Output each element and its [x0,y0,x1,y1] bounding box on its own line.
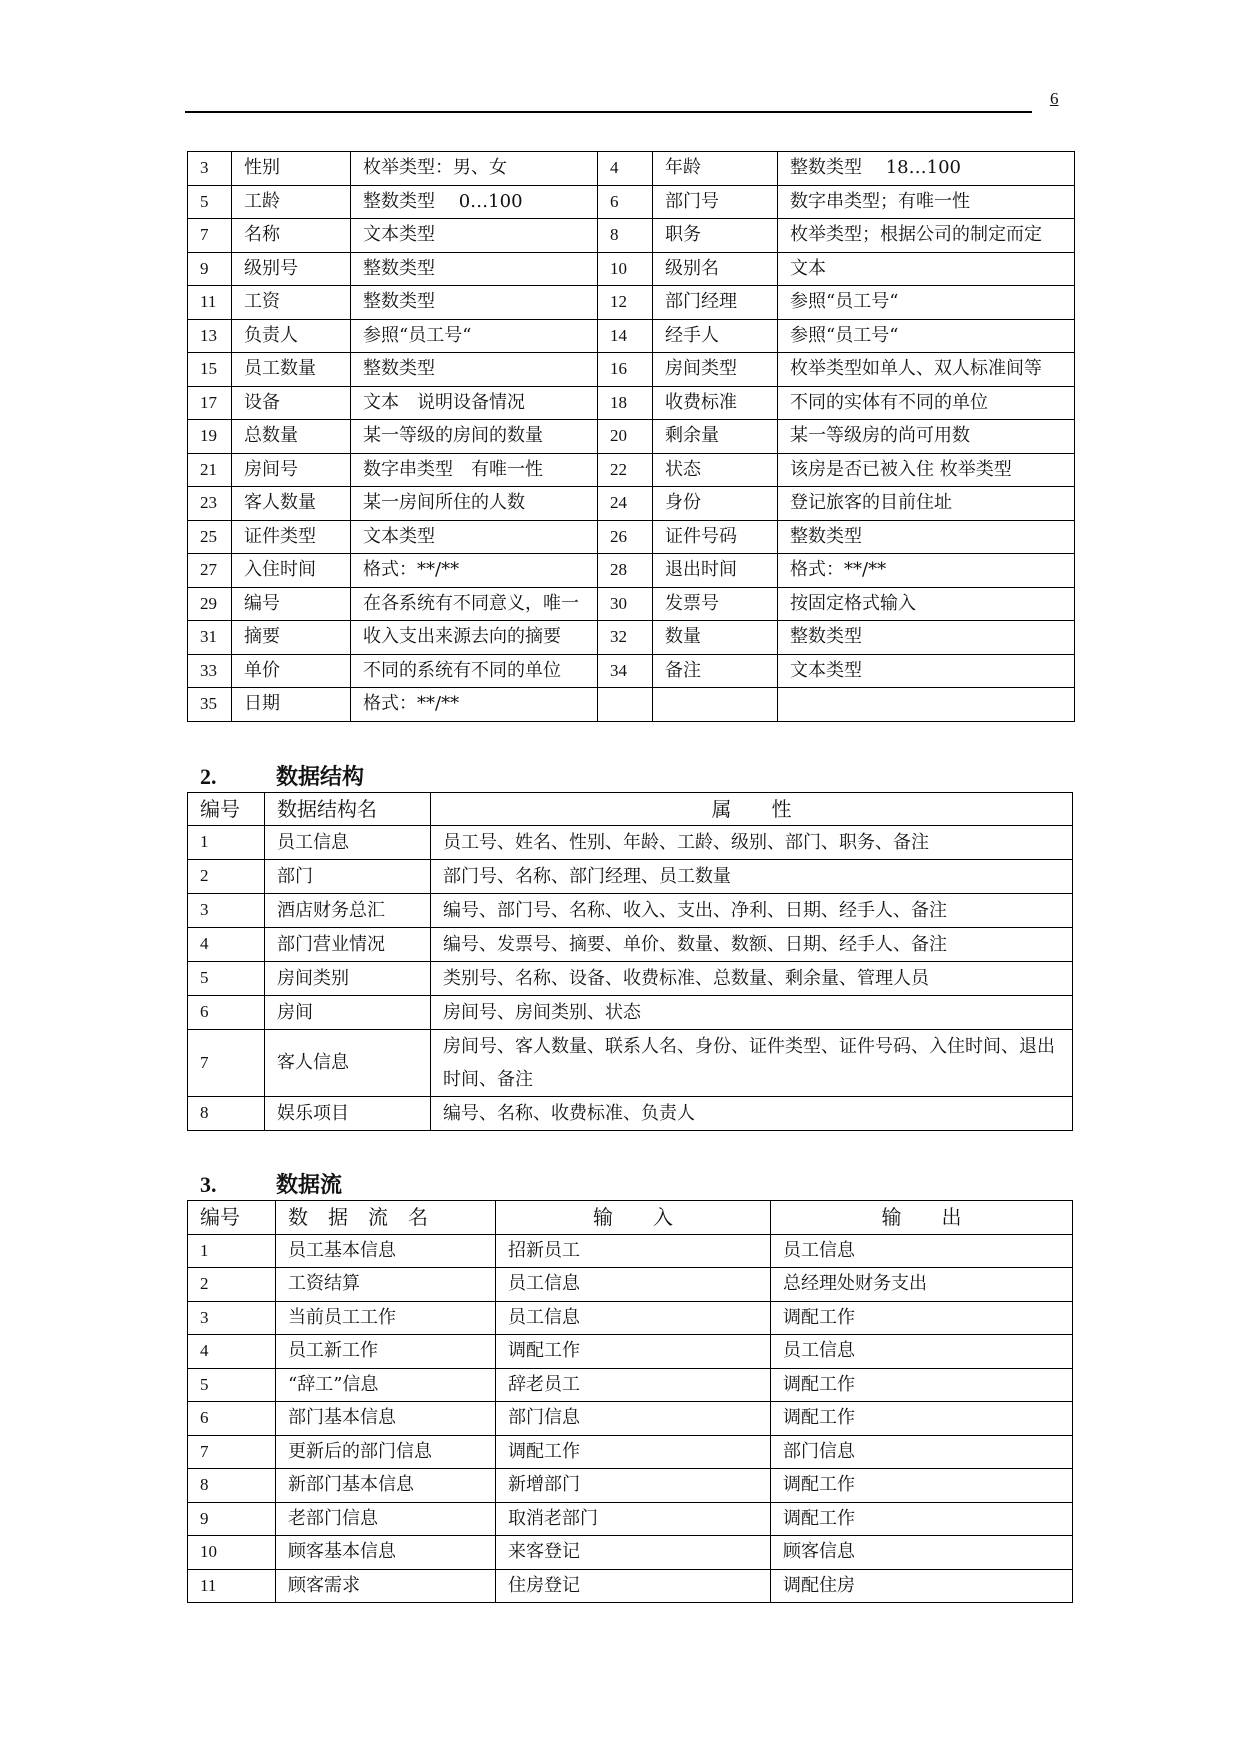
table-cell: 住房登记 [496,1569,771,1603]
data-elements-table [187,151,1075,722]
table-cell: 调配住房 [771,1569,1073,1603]
table-cell: 辞老员工 [496,1368,771,1402]
table-cell: 房间 [265,996,431,1030]
table-cell: 3 [188,894,265,928]
table-cell: 15 [188,353,232,387]
table-cell: 员工新工作 [276,1335,496,1369]
header-cell: 编号 [188,793,265,826]
table-cell: 2 [188,1268,276,1302]
table-cell: 枚举类型：男、女 [351,152,598,186]
table-cell: 工资结算 [276,1268,496,1302]
table-cell: 证件号码 [653,520,778,554]
table-cell: 名称 [232,219,351,253]
section-2-title: 数据结构 [276,764,365,790]
header-rule [185,111,1032,113]
table-cell: 顾客需求 [276,1569,496,1603]
table-cell: 发票号 [653,587,778,621]
table-cell: 更新后的部门信息 [276,1435,496,1469]
table-row [188,520,1075,554]
table-cell: 3 [188,1301,276,1335]
table-cell: 调配工作 [771,1402,1073,1436]
table-cell: 4 [188,928,265,962]
table-cell: 顾客信息 [771,1536,1073,1570]
table-cell: 编号、名称、收费标准、负责人 [431,1097,1073,1131]
table-cell: 某一等级房的尚可用数 [778,420,1075,454]
table-cell: 员工信息 [496,1268,771,1302]
table-cell: 3 [188,152,232,186]
table-row [188,962,1073,996]
table-cell: 客人数量 [232,487,351,521]
table-cell: 级别名 [653,252,778,286]
table-cell: 26 [598,520,653,554]
table-cell: 员工信息 [771,1234,1073,1268]
section-2-number: 2. [200,764,217,789]
table-cell: 5 [188,1368,276,1402]
table-cell: 收入支出来源去向的摘要 [351,621,598,655]
table-row [188,554,1075,588]
table-cell: 数量 [653,621,778,655]
table-cell: 房间号、房间类别、状态 [431,996,1073,1030]
table-cell: 酒店财务总汇 [265,894,431,928]
table-cell: 当前员工工作 [276,1301,496,1335]
table-cell: 部门信息 [771,1435,1073,1469]
table-cell: 登记旅客的目前住址 [778,487,1075,521]
table-cell: 部门 [265,860,431,894]
table-cell: 部门基本信息 [276,1402,496,1436]
table-row [188,219,1075,253]
table-cell: 6 [188,1402,276,1436]
table-cell: 17 [188,386,232,420]
table-cell: 房间类型 [653,353,778,387]
table-cell: 27 [188,554,232,588]
table-cell: 6 [188,996,265,1030]
table-row [188,152,1075,186]
table-cell: 24 [598,487,653,521]
table-cell: 23 [188,487,232,521]
page-number: 6 [1050,89,1059,108]
table-cell: 某一等级的房间的数量 [351,420,598,454]
table-cell: 来客登记 [496,1536,771,1570]
table-cell: 某一房间所住的人数 [351,487,598,521]
table-cell: 31 [188,621,232,655]
table-cell: 29 [188,587,232,621]
table-cell: 负责人 [232,319,351,353]
table-cell: 娱乐项目 [265,1097,431,1131]
header-cell: 编号 [188,1201,276,1235]
header-cell: 数 据 流 名 [276,1201,496,1235]
table-row [188,587,1075,621]
table-row [188,654,1075,688]
table-cell: 11 [188,286,232,320]
table-cell: 员工数量 [232,353,351,387]
table-cell: 6 [598,185,653,219]
section-3-number: 3. [200,1172,217,1197]
table-cell: 经手人 [653,319,778,353]
table-cell: 整数类型 [351,286,598,320]
table-cell: 7 [188,219,232,253]
table-cell: 编号 [232,587,351,621]
table-row [188,1368,1073,1402]
table-cell: 28 [598,554,653,588]
table-cell: 文本 [778,252,1075,286]
table-cell: 部门信息 [496,1402,771,1436]
table-cell: 不同的系统有不同的单位 [351,654,598,688]
data-flows-table [187,1200,1073,1603]
header-cell: 属 性 [431,793,1073,826]
table-cell: 日期 [232,688,351,722]
table-cell: 10 [188,1536,276,1570]
table-row [188,621,1075,655]
table-cell: 整数类型 [351,252,598,286]
table-cell: 证件类型 [232,520,351,554]
table-cell: 收费标准 [653,386,778,420]
table-cell: 数字串类型 有唯一性 [351,453,598,487]
table-cell: 22 [598,453,653,487]
table-cell: 7 [188,1030,265,1097]
table-cell: 部门号 [653,185,778,219]
table-cell: 调配工作 [496,1435,771,1469]
table-cell: 部门经理 [653,286,778,320]
data-flows-body [188,1234,1073,1603]
table-cell: 入住时间 [232,554,351,588]
section-3-heading [200,1168,342,1199]
table-cell: 房间号 [232,453,351,487]
table-cell: 房间类别 [265,962,431,996]
table-row [188,826,1073,860]
table-cell: 部门号、名称、部门经理、员工数量 [431,860,1073,894]
table-cell: 剩余量 [653,420,778,454]
table-cell: 8 [188,1469,276,1503]
table-cell: 7 [188,1435,276,1469]
table-cell [778,688,1075,722]
table-cell: “辞工”信息 [276,1368,496,1402]
table-cell: 12 [598,286,653,320]
table-cell: 8 [188,1097,265,1131]
data-structures-table [187,792,1073,1131]
table-cell: 员工号、姓名、性别、年龄、工龄、级别、部门、职务、备注 [431,826,1073,860]
table-cell: 性别 [232,152,351,186]
table-row [188,860,1073,894]
table-cell: 调配工作 [771,1469,1073,1503]
table-cell: 数字串类型；有唯一性 [778,185,1075,219]
table-cell: 老部门信息 [276,1502,496,1536]
table-cell: 在各系统有不同意义，唯一 [351,587,598,621]
table-cell: 顾客基本信息 [276,1536,496,1570]
table-cell: 33 [188,654,232,688]
data-elements-body [188,152,1075,722]
table-cell: 新部门基本信息 [276,1469,496,1503]
table-row [188,386,1075,420]
table-row [188,185,1075,219]
table-cell: 整数类型 0…100 [351,185,598,219]
table-cell: 30 [598,587,653,621]
table-row [188,319,1075,353]
table-cell: 单价 [232,654,351,688]
table-row [188,1234,1073,1268]
table-cell: 该房是否已被入住 枚举类型 [778,453,1075,487]
table-cell: 8 [598,219,653,253]
table-cell: 调配工作 [771,1301,1073,1335]
table-cell: 调配工作 [496,1335,771,1369]
table-cell: 客人信息 [265,1030,431,1097]
table-cell: 整数类型 [778,520,1075,554]
table-cell: 格式：**/** [351,554,598,588]
table-cell: 工资 [232,286,351,320]
table-cell: 20 [598,420,653,454]
table-row [188,996,1073,1030]
table-cell: 按固定格式输入 [778,587,1075,621]
table-cell [653,688,778,722]
table-row [188,487,1075,521]
table-row [188,1435,1073,1469]
header-cell: 输 出 [771,1201,1073,1235]
table-cell: 身份 [653,487,778,521]
table-cell: 状态 [653,453,778,487]
table-cell: 设备 [232,386,351,420]
table-cell: 员工基本信息 [276,1234,496,1268]
table-header-row [188,1201,1073,1235]
table-cell: 文本类型 [778,654,1075,688]
table-cell: 取消老部门 [496,1502,771,1536]
section-2-heading [200,760,364,791]
table-row [188,1402,1073,1436]
table-cell: 总经理处财务支出 [771,1268,1073,1302]
table-cell: 整数类型 [351,353,598,387]
table-cell: 13 [188,319,232,353]
table-cell: 参照“员工号“ [351,319,598,353]
table-cell: 调配工作 [771,1502,1073,1536]
table-row [188,894,1073,928]
table-row [188,1301,1073,1335]
table-cell [598,688,653,722]
table-cell: 11 [188,1569,276,1603]
table-cell: 员工信息 [771,1335,1073,1369]
table-row [188,286,1075,320]
table-cell: 19 [188,420,232,454]
table-row [188,688,1075,722]
table-cell: 9 [188,1502,276,1536]
table-cell: 类别号、名称、设备、收费标准、总数量、剩余量、管理人员 [431,962,1073,996]
table-cell: 参照“员工号“ [778,286,1075,320]
table-row [188,1569,1073,1603]
table-cell: 员工信息 [265,826,431,860]
table-cell: 4 [188,1335,276,1369]
table-cell: 备注 [653,654,778,688]
table-row [188,928,1073,962]
table-cell: 34 [598,654,653,688]
table-cell: 枚举类型如单人、双人标准间等 [778,353,1075,387]
table-cell: 5 [188,185,232,219]
header-cell: 输 入 [496,1201,771,1235]
table-cell: 总数量 [232,420,351,454]
header-cell: 数据结构名 [265,793,431,826]
table-cell: 21 [188,453,232,487]
table-cell: 5 [188,962,265,996]
table-cell: 16 [598,353,653,387]
table-cell: 新增部门 [496,1469,771,1503]
table-cell: 文本类型 [351,520,598,554]
table-cell: 不同的实体有不同的单位 [778,386,1075,420]
table-row [188,1469,1073,1503]
table-row [188,252,1075,286]
table-cell: 格式：**/** [778,554,1075,588]
table-row [188,1268,1073,1302]
table-row [188,1536,1073,1570]
table-cell: 调配工作 [771,1368,1073,1402]
table-cell: 整数类型 [778,621,1075,655]
table-cell: 4 [598,152,653,186]
table-row [188,1097,1073,1131]
table-row [188,420,1075,454]
table-cell: 职务 [653,219,778,253]
table-row [188,1502,1073,1536]
table-cell: 编号、部门号、名称、收入、支出、净利、日期、经手人、备注 [431,894,1073,928]
table-cell: 文本 说明设备情况 [351,386,598,420]
table-cell: 年龄 [653,152,778,186]
table-cell: 部门营业情况 [265,928,431,962]
table-header-row [188,793,1073,826]
table-cell: 参照“员工号“ [778,319,1075,353]
table-cell: 1 [188,826,265,860]
table-cell: 14 [598,319,653,353]
table-cell: 18 [598,386,653,420]
table-cell: 工龄 [232,185,351,219]
table-cell: 房间号、客人数量、联系人名、身份、证件类型、证件号码、入住时间、退出时间、备注 [431,1030,1073,1097]
table-cell: 招新员工 [496,1234,771,1268]
table-row [188,1335,1073,1369]
table-cell: 摘要 [232,621,351,655]
data-structures-body [188,826,1073,1131]
table-row [188,453,1075,487]
table-cell: 1 [188,1234,276,1268]
table-cell: 级别号 [232,252,351,286]
table-row [188,353,1075,387]
table-cell: 格式：**/** [351,688,598,722]
table-row [188,1030,1073,1097]
table-cell: 32 [598,621,653,655]
table-cell: 2 [188,860,265,894]
table-cell: 文本类型 [351,219,598,253]
table-cell: 编号、发票号、摘要、单价、数量、数额、日期、经手人、备注 [431,928,1073,962]
table-cell: 9 [188,252,232,286]
table-cell: 枚举类型；根据公司的制定而定 [778,219,1075,253]
table-cell: 25 [188,520,232,554]
table-cell: 退出时间 [653,554,778,588]
table-cell: 员工信息 [496,1301,771,1335]
table-cell: 35 [188,688,232,722]
table-cell: 整数类型 18…100 [778,152,1075,186]
section-3-title: 数据流 [276,1172,343,1198]
table-cell: 10 [598,252,653,286]
